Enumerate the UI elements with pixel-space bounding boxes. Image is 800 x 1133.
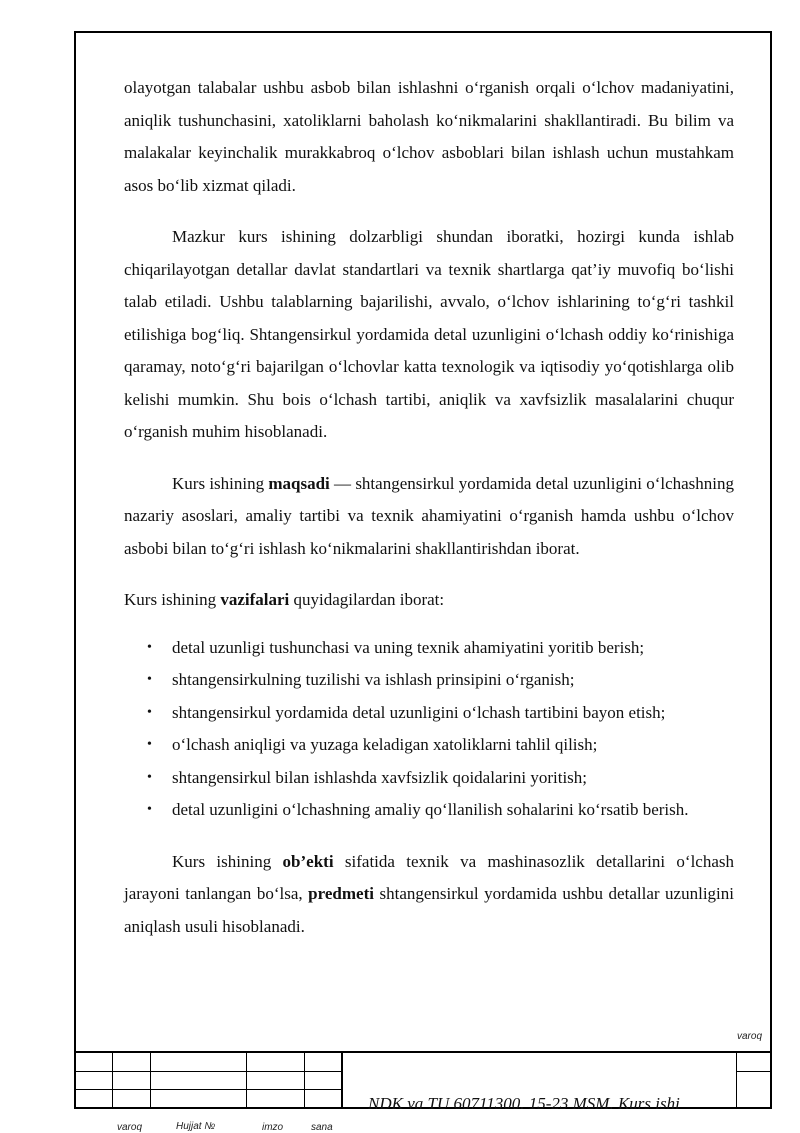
stamp-line-row2 bbox=[74, 1089, 342, 1090]
stamp-col-2 bbox=[150, 1051, 151, 1109]
task-list bbox=[124, 632, 734, 827]
stamp-col-3 bbox=[246, 1051, 247, 1109]
list-item: • shtangensirkul yordamida detal uzunligini o‘lchash tartibini bayon etish; bbox=[172, 697, 734, 730]
list-item: • detal uzunligini o‘lchashning amaliy qo‘llanilish sohalarini ko‘rsatib berish. bbox=[172, 794, 734, 827]
tasks-bold: vazifalari bbox=[220, 590, 290, 609]
tasks-text-after: quyidagilardan iborat: bbox=[289, 590, 445, 609]
subject-bold: predmeti bbox=[308, 884, 374, 903]
col-label-signature: imzo bbox=[262, 1122, 284, 1133]
object-text-1: Kurs ishining bbox=[172, 851, 283, 871]
stamp-col-1 bbox=[112, 1051, 113, 1109]
object-text-3: shtangensirkul yordamida ushbu detallar uzunligini aniqlash usuli hisoblanadi. bbox=[124, 884, 734, 936]
list-item: • shtangensirkul bilan ishlashda xavfsizlik qoidalarini yoritish; bbox=[172, 762, 734, 795]
goal-bold: maqsadi bbox=[268, 473, 330, 493]
col-label-date: sana bbox=[311, 1122, 333, 1133]
list-item: • shtangensirkulning tuzilishi va ishlash prinsipini o‘rganish; bbox=[172, 664, 734, 697]
list-item: • o‘lchash aniqligi va yuzaga keladigan xatoliklarni tahlil qilish; bbox=[172, 729, 734, 762]
col-label-doc-no: Hujjat № bbox=[176, 1121, 216, 1132]
list-item: • detal uzunligi tushunchasi va uning texnik ahamiyatini yoritib berish; bbox=[172, 632, 734, 665]
document-body bbox=[124, 72, 734, 943]
paragraph-object-subject bbox=[124, 846, 734, 944]
stamp-col-6 bbox=[736, 1051, 737, 1109]
object-text-2: sifatida texnik va mashinasozlik detallarini o‘lchash jarayoni tanlangan bo‘lsa, bbox=[124, 851, 734, 903]
object-bold: ob’ekti bbox=[282, 851, 334, 871]
stamp-line-top bbox=[74, 1051, 772, 1053]
sheet-label: varoq bbox=[737, 1031, 763, 1042]
stamp-line-sheet bbox=[736, 1071, 772, 1072]
tasks-text-before: Kurs ishining bbox=[124, 590, 221, 609]
paragraph-tasks-intro bbox=[124, 584, 734, 617]
stamp-col-4 bbox=[304, 1051, 305, 1109]
stamp-col-5 bbox=[341, 1051, 343, 1109]
paragraph-goal bbox=[124, 468, 734, 566]
goal-text-before: Kurs ishining bbox=[172, 473, 269, 493]
goal-text-after: — shtangensirkul yordamida detal uzunligini o‘lchashning nazariy asoslari, amaliy tartibi va texnik ahamiyatini o‘rganish hamda ushbu o‘lchov asbobi bilan to‘g‘ri ishlash ko‘nikmalarini shakllantirishdan iborat. bbox=[124, 473, 735, 558]
paragraph-intro: olayotgan talabalar ushbu asbob bilan ishlashni o‘rganish orqali o‘lchov madaniyatini, aniqlik tushunchasini, xatoliklarni baholash ko‘nikmalarini shakllantiradi. Bu bilim va malakalar keyinchalik murakkabroq o‘lchov asboblari bilan ishlash uchun mustahkam asos bo‘lib xizmat qiladi. bbox=[124, 78, 734, 195]
paragraph-relevance: Mazkur kurs ishining dolzarbligi shundan iboratki, hozirgi kunda ishlab chiqarilayotgan detallar davlat standartlari va texnik shartlarga qat’iy muvofiq bo‘lishi talab etiladi. Ushbu talablarning bajarilishi, avvalo, o‘lchov ishlarining to‘g‘ri tashkil etilishiga bog‘liq. Shtangensirkul yordamida detal uzunligini o‘lchash oddiy ko‘rinishiga qaramay, noto‘g‘ri bajarilgan o‘lchovlar katta texnologik va iqtisodiy yo‘qotishlarga olib kelishi mumkin. Shu bois o‘lchash tartibi, aniqlik va xavfsizlik masalalarini chuqur o‘rganish muhim hisoblanadi. bbox=[124, 227, 734, 441]
stamp-line-row1 bbox=[74, 1071, 342, 1072]
col-label-sheet: varoq bbox=[117, 1122, 143, 1133]
document-code-title: NDK va TU 60711300. 15-23 MSM. Kurs ishi bbox=[368, 1094, 680, 1113]
